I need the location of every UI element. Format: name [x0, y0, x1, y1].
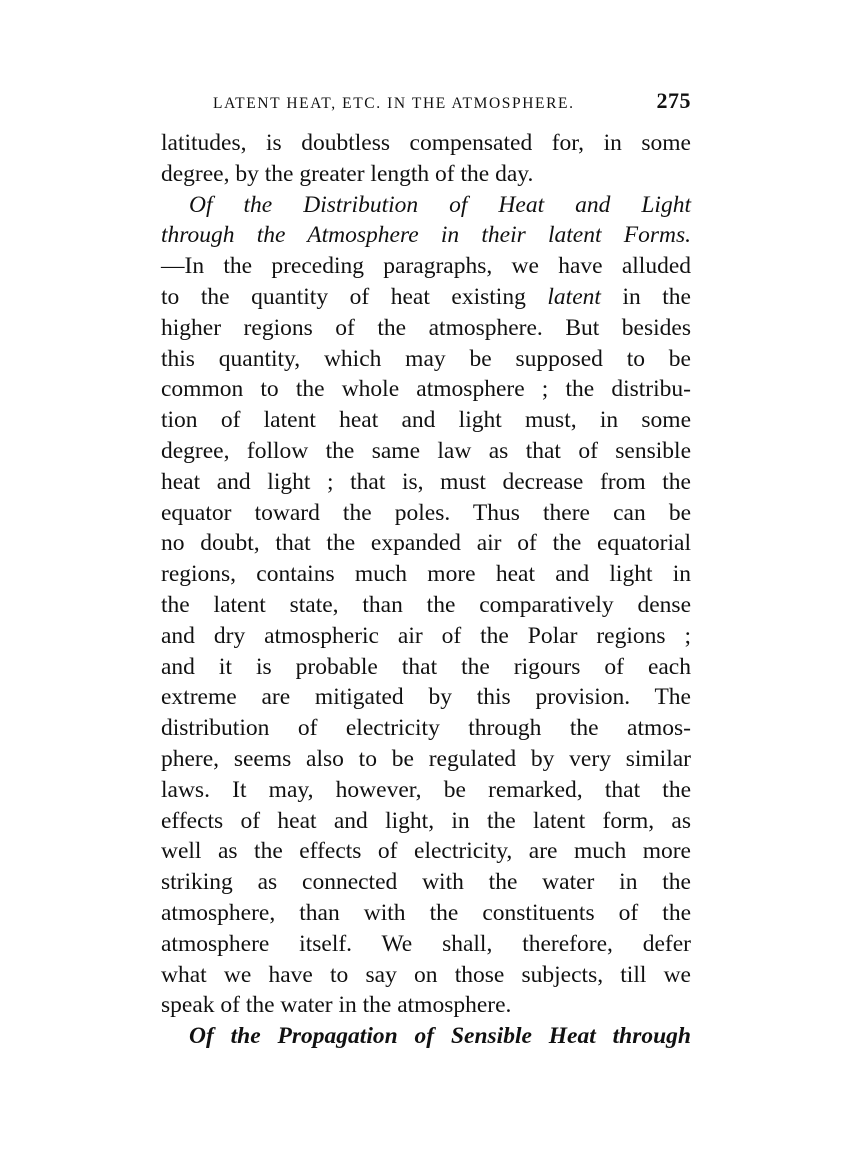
text-line: speak of the water in the atmosphere. — [161, 992, 512, 1019]
text-line: atmosphere, than with the constituents of the — [161, 899, 691, 926]
text-fragment: in the — [600, 283, 691, 310]
text-line: extreme are mitigated by this provision. The — [161, 684, 691, 711]
body-text — [161, 128, 691, 1052]
text-line: degree, by the greater length of the day. — [161, 160, 534, 187]
section-heading-line: through the Atmosphere in their latent Forms. — [161, 222, 691, 249]
section-heading-line: Of the Distribution of Heat and Light — [189, 191, 691, 218]
text-line: phere, seems also to be regulated by very similar — [161, 745, 691, 772]
text-line: and it is probable that the rigours of each — [161, 653, 691, 680]
text-line: no doubt, that the expanded air of the equatorial — [161, 530, 691, 557]
text-line: equator toward the poles. Thus there can be — [161, 499, 691, 526]
text-line: heat and light ; that is, must decrease from the — [161, 468, 691, 495]
italic-word: latent — [547, 283, 601, 310]
text-line: laws. It may, however, be remarked, that the — [161, 776, 691, 803]
text-line: what we have to say on those subjects, till we — [161, 961, 691, 988]
text-line: striking as connected with the water in the — [161, 869, 691, 896]
text-line: this quantity, which may be supposed to be — [161, 345, 691, 372]
text-line: and dry atmospheric air of the Polar regions ; — [161, 622, 691, 649]
text-line: regions, contains much more heat and light in — [161, 561, 691, 588]
running-head — [213, 88, 691, 128]
text-line: degree, follow the same law as that of sensible — [161, 437, 691, 464]
section-heading-line: Of the Propagation of Sensible Heat through — [189, 1023, 691, 1050]
book-page — [161, 88, 691, 1052]
text-line: tion of latent heat and light must, in some — [161, 407, 691, 434]
text-line: common to the whole atmosphere ; the distribu- — [161, 376, 691, 403]
text-line: well as the effects of electricity, are much more — [161, 838, 691, 865]
text-line: atmosphere itself. We shall, therefore, defer — [161, 930, 691, 957]
text-line: the latent state, than the comparatively dense — [161, 591, 691, 618]
text-line — [161, 282, 691, 313]
text-line: distribution of electricity through the atmos- — [161, 715, 691, 742]
text-line: latitudes, is doubtless compensated for, in some — [161, 130, 691, 156]
running-head-title: LATENT HEAT, ETC. IN THE ATMOSPHERE. — [213, 95, 575, 112]
page-number: 275 — [656, 88, 691, 113]
text-line: effects of heat and light, in the latent form, as — [161, 807, 691, 834]
text-fragment: to the quantity of heat existing — [161, 283, 548, 310]
text-line: higher regions of the atmosphere. But besides — [161, 314, 691, 341]
text-line: —In the preceding paragraphs, we have alluded — [161, 253, 691, 280]
